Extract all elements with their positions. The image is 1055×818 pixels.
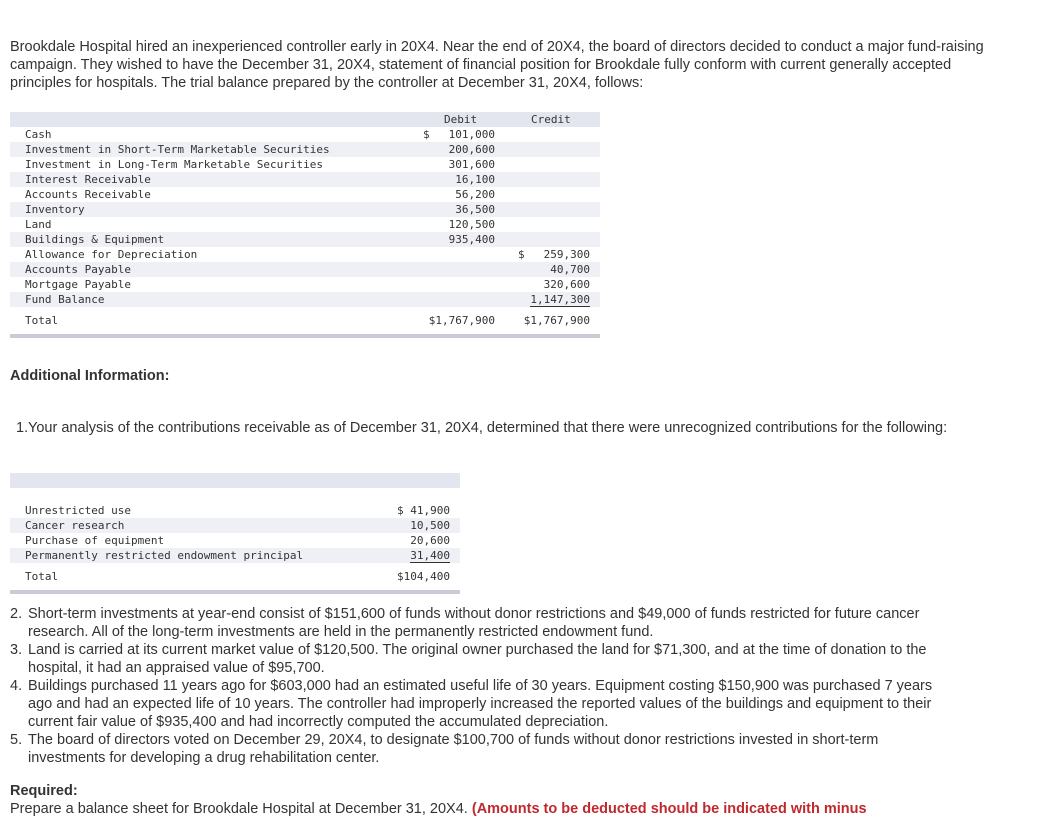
contributions-total-row	[10, 568, 460, 588]
debit-amount: 200,600	[448, 143, 495, 156]
table-row	[10, 533, 460, 548]
item-1-number: 1.	[16, 420, 29, 436]
table-row	[10, 187, 600, 202]
table-row	[10, 518, 460, 533]
item-text: Short-term investments at year-end consist of $151,600 of funds without donor restrictions and $49,000 of funds restricted for future cancer research. All of the long-term investments are held in the permanently restricted endowment fund.	[28, 606, 920, 640]
debit-amount: 36,500	[455, 203, 495, 216]
contribution-value: 10,500	[410, 519, 450, 532]
table-row	[10, 232, 600, 247]
table-row	[10, 202, 600, 217]
account-name: Cash	[25, 128, 52, 141]
contributions-bottom-rule	[10, 590, 460, 594]
item-number: 3.	[10, 642, 23, 658]
table-row	[10, 172, 600, 187]
debit-amount: 56,200	[455, 188, 495, 201]
credit-header: Credit	[531, 113, 571, 126]
intro-paragraph: Brookdale Hospital hired an inexperienced controller early in 20X4. Near the end of 20X4, the board of directors decided to conduct a major fund-raising campaign. They wished to have the December 31, 20X4, statement of financial position for Brookdale fully conform with current generally accepted principles for hospitals. The trial balance prepared by the controller at December 31, 20X4, follows:	[10, 39, 984, 91]
contribution-value: 31,400	[410, 549, 450, 562]
list-item	[10, 677, 1010, 731]
table-row	[10, 247, 600, 262]
debit-amount: 120,500	[448, 218, 495, 231]
list-item	[10, 605, 1010, 641]
account-name: Inventory	[25, 203, 85, 216]
debit-amount: 301,600	[448, 158, 495, 171]
list-item	[10, 731, 1010, 767]
item-text: The board of directors voted on December 29, 20X4, to designate $100,700 of funds without donor restrictions invested in short-term investments for developing a drug rehabilitation center.	[28, 732, 879, 766]
contribution-label: Purchase of equipment	[25, 534, 165, 547]
credit-amount: 40,700	[550, 263, 590, 276]
account-name: Allowance for Depreciation	[25, 248, 198, 261]
account-name: Buildings & Equipment	[25, 233, 165, 246]
trial-balance-header	[10, 112, 600, 127]
account-name: Accounts Receivable	[25, 188, 151, 201]
trial-balance-total-row	[10, 312, 600, 332]
table-row	[10, 157, 600, 172]
contribution-value: $ 41,900	[397, 504, 450, 517]
required-text	[10, 801, 867, 817]
additional-items-list	[10, 605, 1010, 767]
debit-sign: $	[423, 128, 430, 141]
item-text: Buildings purchased 11 years ago for $603,000 had an estimated useful life of 30 years. Equipment costing $150,900 was purchased 7 years ago and had an expected life of 10 years. The controller had improperly increased the reported values of the buildings and equipment to their current fair value of $935,400 and had incorrectly computed the accumulated depreciation.	[28, 678, 933, 730]
account-name: Investment in Short-Term Marketable Securities	[25, 143, 330, 156]
item-1	[10, 419, 1010, 437]
contributions-table	[10, 473, 460, 594]
total-label: Total	[25, 314, 59, 327]
contributions-total-label: Total	[25, 570, 59, 583]
credit-amount: 259,300	[543, 248, 590, 261]
total-credit: $1,767,900	[523, 314, 590, 327]
debit-amount: 935,400	[448, 233, 495, 246]
item-text: Land is carried at its current market value of $120,500. The original owner purchased the land for $71,300, and at the time of donation to the hospital, it had an appraised value of $95,700.	[28, 642, 927, 676]
account-name: Investment in Long-Term Marketable Securities	[25, 158, 324, 171]
debit-amount: 16,100	[455, 173, 495, 186]
required-instruction: Prepare a balance sheet for Brookdale Hospital at December 31, 20X4.	[10, 801, 468, 817]
additional-info-heading: Additional Information:	[10, 368, 170, 384]
table-row	[10, 217, 600, 232]
contribution-value: 20,600	[410, 534, 450, 547]
credit-amount: 320,600	[543, 278, 590, 291]
total-debit: $1,767,900	[428, 314, 495, 327]
contributions-header	[10, 473, 460, 488]
trial-balance-table	[10, 112, 600, 338]
table-row	[10, 548, 460, 563]
contribution-label: Permanently restricted endowment principal	[25, 549, 304, 562]
account-name: Accounts Payable	[25, 263, 131, 276]
table-row	[10, 127, 600, 142]
table-row	[10, 262, 600, 277]
required-note: (Amounts to be deducted should be indicated with minus	[471, 801, 867, 817]
table-row	[10, 142, 600, 157]
account-name: Interest Receivable	[25, 173, 151, 186]
credit-amount: 1,147,300	[530, 293, 590, 306]
item-number: 2.	[10, 606, 23, 622]
required-title: Required:	[10, 783, 78, 799]
item-1-text: Your analysis of the contributions receivable as of December 31, 20X4, determined that there were unrecognized contributions for the following:	[28, 420, 948, 436]
item-number: 4.	[10, 678, 23, 694]
account-name: Land	[25, 218, 52, 231]
account-name: Mortgage Payable	[25, 278, 131, 291]
item-number: 5.	[10, 732, 23, 748]
table-row	[10, 277, 600, 292]
table-bottom-rule	[10, 334, 600, 338]
list-item	[10, 641, 1010, 677]
table-row	[10, 503, 460, 518]
contributions-total-value: $104,400	[397, 570, 450, 583]
table-row	[10, 292, 600, 307]
contribution-label: Unrestricted use	[25, 504, 131, 517]
debit-amount: 101,000	[448, 128, 495, 141]
account-name: Fund Balance	[25, 293, 105, 306]
credit-sign: $	[518, 248, 525, 261]
debit-header: Debit	[444, 113, 478, 126]
contribution-label: Cancer research	[25, 519, 125, 532]
